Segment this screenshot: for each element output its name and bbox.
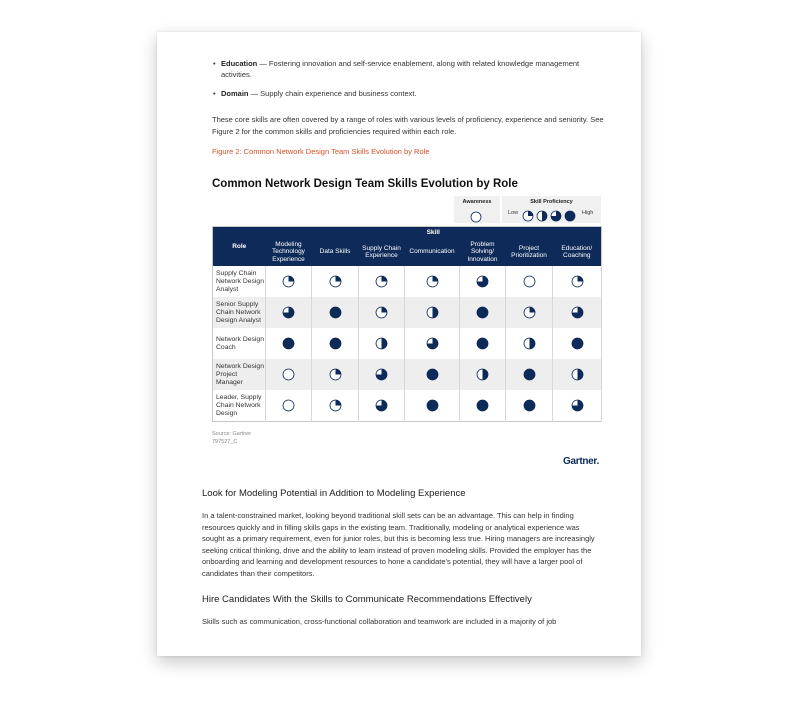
proficiency-icon <box>375 402 388 409</box>
skill-level-cell <box>553 266 602 297</box>
table-row <box>213 390 602 422</box>
skill-level-cell <box>266 297 312 328</box>
skill-level-cell <box>460 390 506 422</box>
skill-level-cell <box>359 359 405 390</box>
proficiency-icon <box>282 278 295 285</box>
skills-table <box>212 226 602 422</box>
proficiency-icon <box>571 309 584 316</box>
bullet-dot: • <box>213 59 216 68</box>
legend-awareness-icon <box>470 208 482 226</box>
skill-level-cell <box>405 328 460 359</box>
proficiency-icon <box>282 309 295 316</box>
intro-paragraph: These core skills are often covered by a range of roles with various levels of proficiency, experience and seniority. See Figure 2 for the common skills and proficiencies required within each role. <box>212 115 604 136</box>
skill-level-cell <box>359 266 405 297</box>
legend-awareness <box>454 196 500 223</box>
proficiency-icon <box>329 278 342 285</box>
skill-level-cell <box>359 328 405 359</box>
bullet-domain <box>213 88 601 99</box>
role-cell: Network Design Coach <box>213 328 266 359</box>
role-cell: Network Design Project Manager <box>213 359 266 390</box>
section-heading-modeling-potential: Look for Modeling Potential in Addition to Modeling Experience <box>202 488 466 499</box>
proficiency-icon <box>571 371 584 378</box>
table-row <box>213 266 602 297</box>
proficiency-level-icon <box>536 207 548 224</box>
skill-level-cell <box>553 390 602 422</box>
proficiency-icon <box>375 278 388 285</box>
skill-level-cell <box>359 390 405 422</box>
skill-level-cell <box>553 297 602 328</box>
figure-title: Common Network Design Team Skills Evolution by Role <box>212 178 518 190</box>
proficiency-icon <box>523 371 536 378</box>
proficiency-icon <box>523 340 536 347</box>
skill-level-cell <box>405 390 460 422</box>
source-line: Source: Gartner <box>212 431 252 437</box>
proficiency-icon <box>426 340 439 347</box>
proficiency-icon <box>476 278 489 285</box>
proficiency-icon <box>523 402 536 409</box>
skill-level-cell <box>460 266 506 297</box>
skill-level-cell <box>312 390 359 422</box>
skill-header: Skill <box>266 227 602 239</box>
proficiency-level-icon <box>522 207 534 224</box>
source-note <box>212 430 251 446</box>
proficiency-icon <box>375 371 388 378</box>
column-header: Data Skills <box>312 238 359 266</box>
column-header: Communication <box>405 238 460 266</box>
legend-proficiency-icons <box>522 207 578 225</box>
proficiency-icon <box>329 371 342 378</box>
skill-level-cell <box>359 297 405 328</box>
legend-proficiency <box>502 196 601 223</box>
bullet-term: Education <box>221 59 258 68</box>
legend-awareness-label: Awareness <box>462 199 492 205</box>
skill-level-cell <box>405 266 460 297</box>
skill-level-cell <box>460 297 506 328</box>
figure-caption: Figure 2: Common Network Design Team Skills Evolution by Role <box>212 147 430 156</box>
skill-level-cell <box>405 297 460 328</box>
figure-id: 797527_C <box>212 439 238 445</box>
skill-level-cell <box>312 359 359 390</box>
proficiency-icon <box>329 340 342 347</box>
legend-low-label: Low <box>508 210 519 216</box>
skill-level-cell <box>506 328 553 359</box>
proficiency-icon <box>282 402 295 409</box>
proficiency-icon <box>476 402 489 409</box>
skill-level-cell <box>266 390 312 422</box>
table-row <box>213 359 602 390</box>
proficiency-icon <box>375 309 388 316</box>
proficiency-icon <box>523 278 536 285</box>
proficiency-icon <box>329 402 342 409</box>
gartner-logo: Gartner. <box>563 456 599 467</box>
proficiency-icon <box>476 309 489 316</box>
skill-level-cell <box>266 266 312 297</box>
skill-level-cell <box>312 328 359 359</box>
proficiency-icon <box>329 309 342 316</box>
skill-level-cell <box>405 359 460 390</box>
skill-level-cell <box>506 359 553 390</box>
bullet-dot: • <box>213 89 216 98</box>
legend-proficiency-label: Skill Proficiency <box>530 199 573 205</box>
role-cell: Supply Chain Network Design Analyst <box>213 266 266 297</box>
table-row <box>213 328 602 359</box>
bullet-text: — Fostering innovation and self-service enablement, along with related knowledge management activities. <box>221 59 580 79</box>
column-header: Education/ Coaching <box>553 238 602 266</box>
proficiency-level-icon <box>550 207 562 224</box>
proficiency-level-icon <box>564 207 576 224</box>
proficiency-icon <box>375 340 388 347</box>
document-page <box>157 32 641 656</box>
column-header: Project Prioritization <box>506 238 553 266</box>
proficiency-icon <box>282 340 295 347</box>
proficiency-icon <box>426 402 439 409</box>
column-header: Modeling Technology Experience <box>266 238 312 266</box>
section-paragraph-modeling-potential: In a talent-constrained market, looking beyond traditional skill sets can be an advantage. This can help in finding resources quickly and in filling skills gaps in the existing team. Traditionally, modeling or analytical experience was sought as a primary requirement, even for junior roles, but this is becoming less true. Hiring managers are increasingly seeking critical thinking, drive and the ability to learn instead of proven modeling skills. Provided the employer has the onboarding and learning and development resources to hone a candidate's potential, they will have a larger pool of candidates than their competitors. <box>202 511 595 578</box>
skill-level-cell <box>460 328 506 359</box>
skill-level-cell <box>553 359 602 390</box>
skill-level-cell <box>266 359 312 390</box>
proficiency-icon <box>523 309 536 316</box>
proficiency-icon <box>282 371 295 378</box>
skill-level-cell <box>553 328 602 359</box>
proficiency-icon <box>571 278 584 285</box>
proficiency-icon <box>476 340 489 347</box>
proficiency-icon <box>426 371 439 378</box>
column-header-row <box>213 238 602 266</box>
column-header: Supply Chain Experience <box>359 238 405 266</box>
table-header-row <box>213 227 602 239</box>
role-header: Role <box>213 227 266 267</box>
skill-level-cell <box>460 359 506 390</box>
role-cell: Senior Supply Chain Network Design Analyst <box>213 297 266 328</box>
proficiency-icon <box>571 340 584 347</box>
bullet-term: Domain <box>221 89 249 98</box>
skill-level-cell <box>312 297 359 328</box>
section-paragraph-communicate: Skills such as communication, cross-functional collaboration and teamwork are included in a majority of job <box>202 617 557 626</box>
proficiency-icon <box>571 402 584 409</box>
proficiency-icon <box>426 309 439 316</box>
proficiency-icon <box>426 278 439 285</box>
role-cell: Leader, Supply Chain Network Design <box>213 390 266 422</box>
section-heading-communicate: Hire Candidates With the Skills to Communicate Recommendations Effectively <box>202 594 532 605</box>
column-header: Problem Solving/ Innovation <box>460 238 506 266</box>
skill-level-cell <box>312 266 359 297</box>
skill-level-cell <box>506 266 553 297</box>
skill-level-cell <box>266 328 312 359</box>
legend-high-label: High <box>582 210 594 216</box>
skill-level-cell <box>506 297 553 328</box>
table-row <box>213 297 602 328</box>
skill-level-cell <box>506 390 553 422</box>
bullet-text: — Supply chain experience and business context. <box>248 89 417 98</box>
bullet-education <box>213 58 601 80</box>
proficiency-icon <box>476 371 489 378</box>
